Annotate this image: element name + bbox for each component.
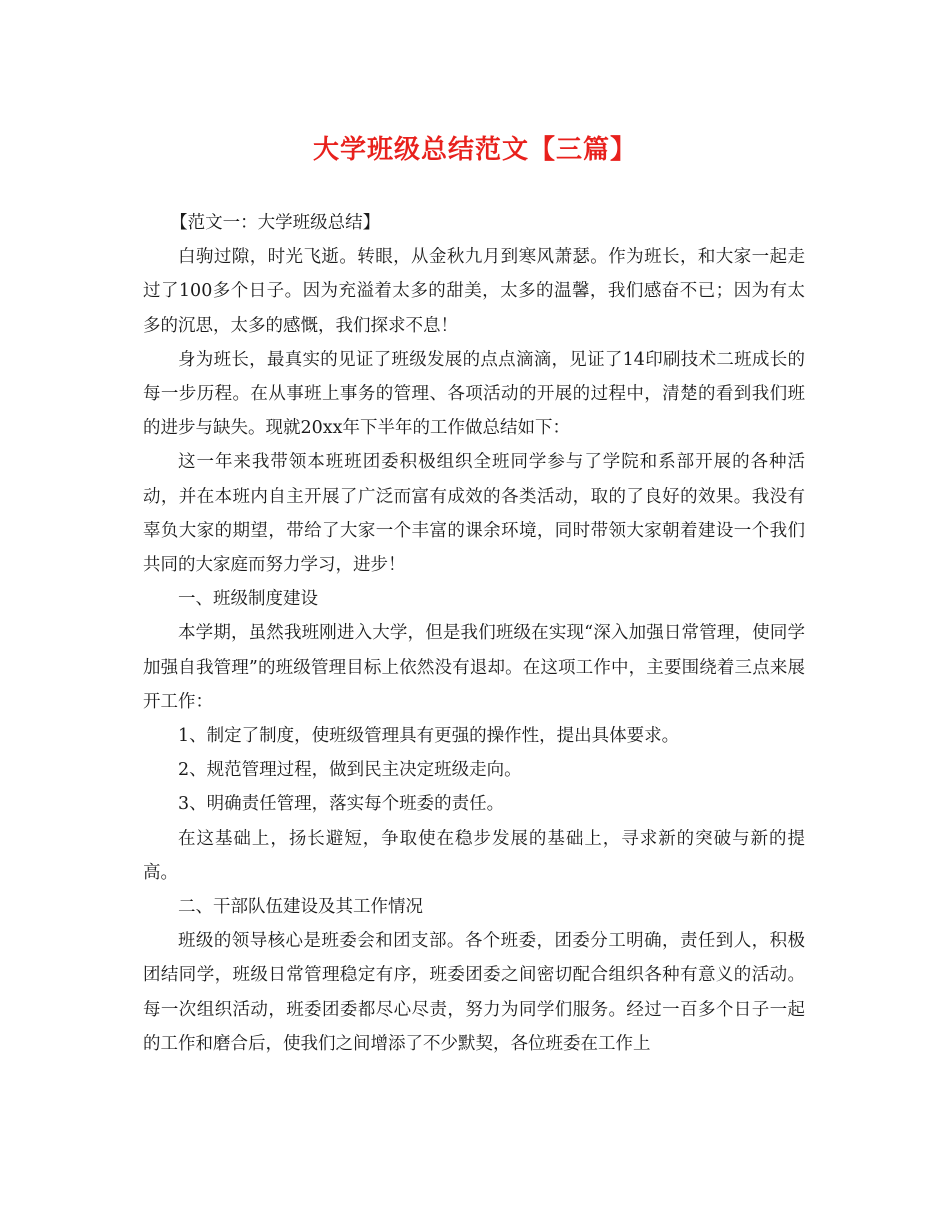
paragraph: 白驹过隙，时光飞逝。转眼，从金秋九月到寒风萧瑟。作为班长，和大家一起走过了100多个日子。因为充溢着太多的甜美，太多的温馨，我们感奋不已；因为有太多的沉思，太多的感慨，我们探求不息！ xyxy=(143,247,805,336)
paragraph: 在这基础上，扬长避短，争取使在稳步发展的基础上，寻求新的突破与新的提高。 xyxy=(143,828,805,883)
subheading-class-system: 一、班级制度建设 xyxy=(178,589,318,610)
section-heading-sample-one: 【范文一：大学班级总结】 xyxy=(170,213,381,233)
list-item: 2、规范管理过程，做到民主决定班级走向。 xyxy=(178,760,522,781)
document-body xyxy=(143,206,805,1061)
list-item: 1、制定了制度，使班级管理具有更强的操作性，提出具体要求。 xyxy=(178,726,680,747)
paragraph: 这一年来我带领本班班团委积极组织全班同学参与了学院和系部开展的各种活动，并在本班内自主开展了广泛而富有成效的各类活动，取的了良好的效果。我没有辜负大家的期望，带给了大家一个丰富的课余环境，同时带领大家朝着建设一个我们共同的大家庭而努力学习，进步！ xyxy=(143,452,805,576)
subheading-cadre-team: 二、干部队伍建设及其工作情况 xyxy=(178,897,423,918)
paragraph: 班级的领导核心是班委会和团支部。各个班委，团委分工明确，责任到人，积极团结同学，班级日常管理稳定有序，班委团委之间密切配合组织各种有意义的活动。每一次组织活动，班委团委都尽心尽责，努力为同学们服务。经过一百多个日子一起的工作和磨合后，使我们之间增添了不少默契，各位班委在工作上 xyxy=(143,931,805,1054)
paragraph: 身为班长，最真实的见证了班级发展的点点滴滴，见证了14印刷技术二班成长的每一步历程。在从事班上事务的管理、各项活动的开展的过程中，清楚的看到我们班的进步与缺失。现就20xx年下半年的工作做总结如下： xyxy=(143,349,805,439)
list-item: 3、明确责任管理，落实每个班委的责任。 xyxy=(178,794,505,815)
document-title: 大学班级总结范文【三篇】 xyxy=(312,135,637,165)
paragraph: 本学期，虽然我班刚进入大学，但是我们班级在实现“深入加强日常管理，使同学加强自我管理”的班级管理目标上依然没有退却。在这项工作中，主要围绕着三点来展开工作： xyxy=(143,623,805,712)
